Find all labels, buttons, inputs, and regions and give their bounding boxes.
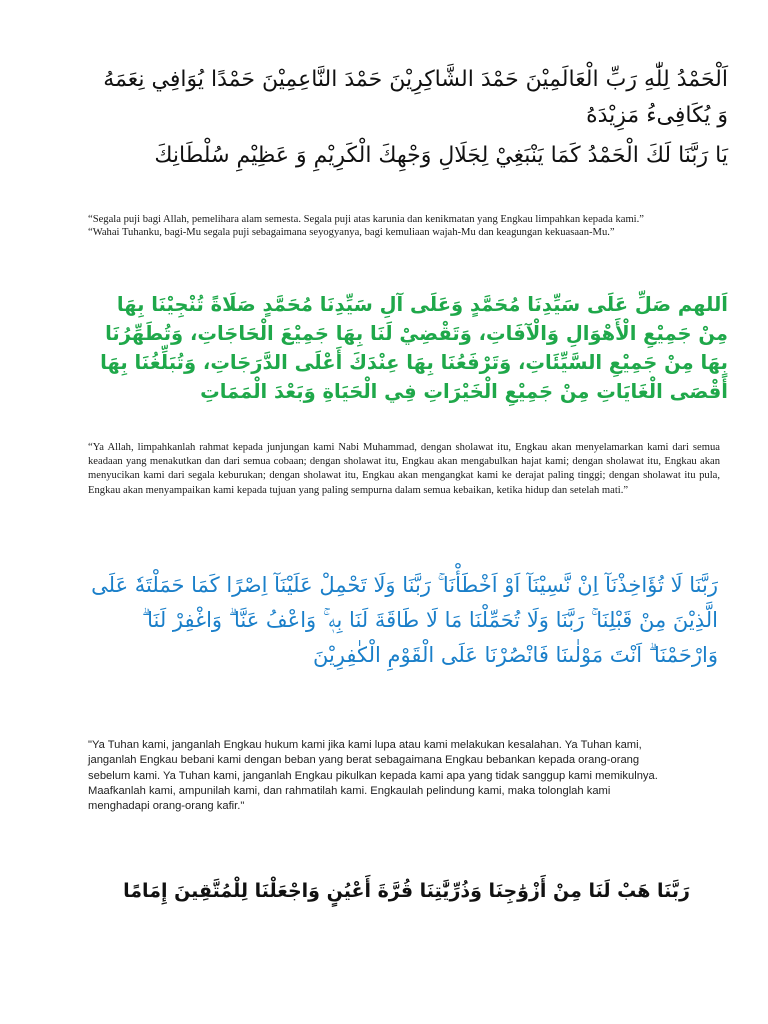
quran-verse-translation: [88, 738, 668, 814]
sholawat-translation-text: “Ya Allah, limpahkanlah rahmat kepada junjungan kami Nabi Muhammad, dengan sholawat itu, Engkau akan menyelamarkan kami dari semua keadaan yang menakutkan dan dari semua cobaan; dengan sholawat itu, Engkau akan mengabulkan hajat kami; dengan sholawat itu, Engkau akan menyucikan kami dari segala keburukan; dengan sholawat itu, Engkau akan mengangkat kami ke derajat paling tinggi; dengan sholawat itu pula, Engkau akan menyampaikan kami kepada tujuan yang paling sempurna dalam semua kebaikan, ketika hidup dan setelah mati.”: [88, 442, 720, 496]
sholawat-arabic: اَللهم صَلِّ عَلَى سَيِّدِنَا مُحَمَّدٍ وَعَلَى آلِ سَيِّدِنَا مُحَمَّدٍ صَلَاةً تُنْجِيْنَا بِهَا مِنْ جَمِيْعِ الْأَهْوَالِ وَالْآفَاتِ، وَتَقْضِيْ لَنَا بِهَا جَمِيْعَ الْحَاجَاتِ، وَتُطَهِّرُنَا بِهَا مِنْ جَمِيْعِ السَّيِّئَاتِ، وَتَرْفَعُنَا بِهَا عِنْدَكَ أَعْلَى الدَّرَجَاتِ، وَتُبَلِّغُنَا بِهَا أَقْصَى الْغَايَاتِ مِنْ جَمِيْعِ الْخَيْرَاتِ فِي الْحَيَاةِ وَبَعْدَ الْمَمَاتِ: [100, 293, 728, 403]
opening-praise-arabic: اَلْحَمْدُ لِلّٰهِ رَبِّ الْعَالَمِيْنَ حَمْدَ الشَّاكِرِيْنَ حَمْدَ النَّاعِمِيْنَ حَمْدًا يُوَافِي نِعَمَهُ وَ يُكَافِىءُ مَزِيْدَهُ: [103, 67, 728, 128]
glorification-arabic: يَا رَبَّنَا لَكَ الْحَمْدُ كَمَا يَنْبَغِيْ لِجَلَالِ وَجْهِكَ الْكَرِيْمِ وَ عَظِيْمِ سُلْطَانِكَ: [154, 143, 728, 168]
sholawat-translation: [88, 441, 720, 498]
translation-line-praise: “Segala puji bagi Allah, pemelihara alam semesta. Segala puji atas karunia dan kenikmatan yang Engkau limpahkan kepada kami.”: [88, 214, 644, 225]
translation-line-glorification: “Wahai Tuhanku, bagi-Mu segala puji sebagaimana seyogyanya, bagi kemuliaan wajah-Mu dan keagungan kekuasaan-Mu.”: [88, 227, 615, 238]
quran-verse-arabic: رَبَّنَا لَا تُؤَاخِذْنَآ اِنْ نَّسِيْنَآ اَوْ اَخْطَأْنَا ۚ رَبَّنَا وَلَا تَحْمِلْ عَلَيْنَآ اِصْرًا كَمَا حَمَلْتَهٗ عَلَى الَّذِيْنَ مِنْ قَبْلِنَا ۚ رَبَّنَا وَلَا تُحَمِّلْنَا مَا لَا طَاقَةَ لَنَا بِهٖ ۚ وَاعْفُ عَنَّا ۗ وَاغْفِرْ لَنَا ۗ وَارْحَمْنَا ۗ اَنْتَ مَوْلٰىنَا فَانْصُرْنَا عَلَى الْقَوْمِ الْكٰفِرِيْنَ: [91, 573, 718, 667]
closing-prayer-arabic: رَبَّنَا هَبْ لَنَا مِنْ أَزْوَٰجِنَا وَذُرِّيَّٰتِنَا قُرَّةَ أَعْيُنٍ وَاجْعَلْنَا لِلْمُتَّقِينَ إِمَامًا: [123, 880, 690, 902]
quran-verse-translation-text: "Ya Tuhan kami, janganlah Engkau hukum kami jika kami lupa atau kami melakukan kesalahan. Ya Tuhan kami, janganlah Engkau bebani kami dengan beban yang berat sebagaimana Engkau bebankan kepada orang-orang sebelum kami. Ya Tuhan kami, janganlah Engkau pikulkan kepada kami apa yang tidak sanggup kami memikulnya. Maafkanlah kami, ampunilah kami, dan rahmatilah kami. Engkaulah pelindung kami, maka tolonglah kami menghadapi orang-orang kafir.": [88, 739, 658, 813]
opening-translation: [88, 213, 720, 239]
